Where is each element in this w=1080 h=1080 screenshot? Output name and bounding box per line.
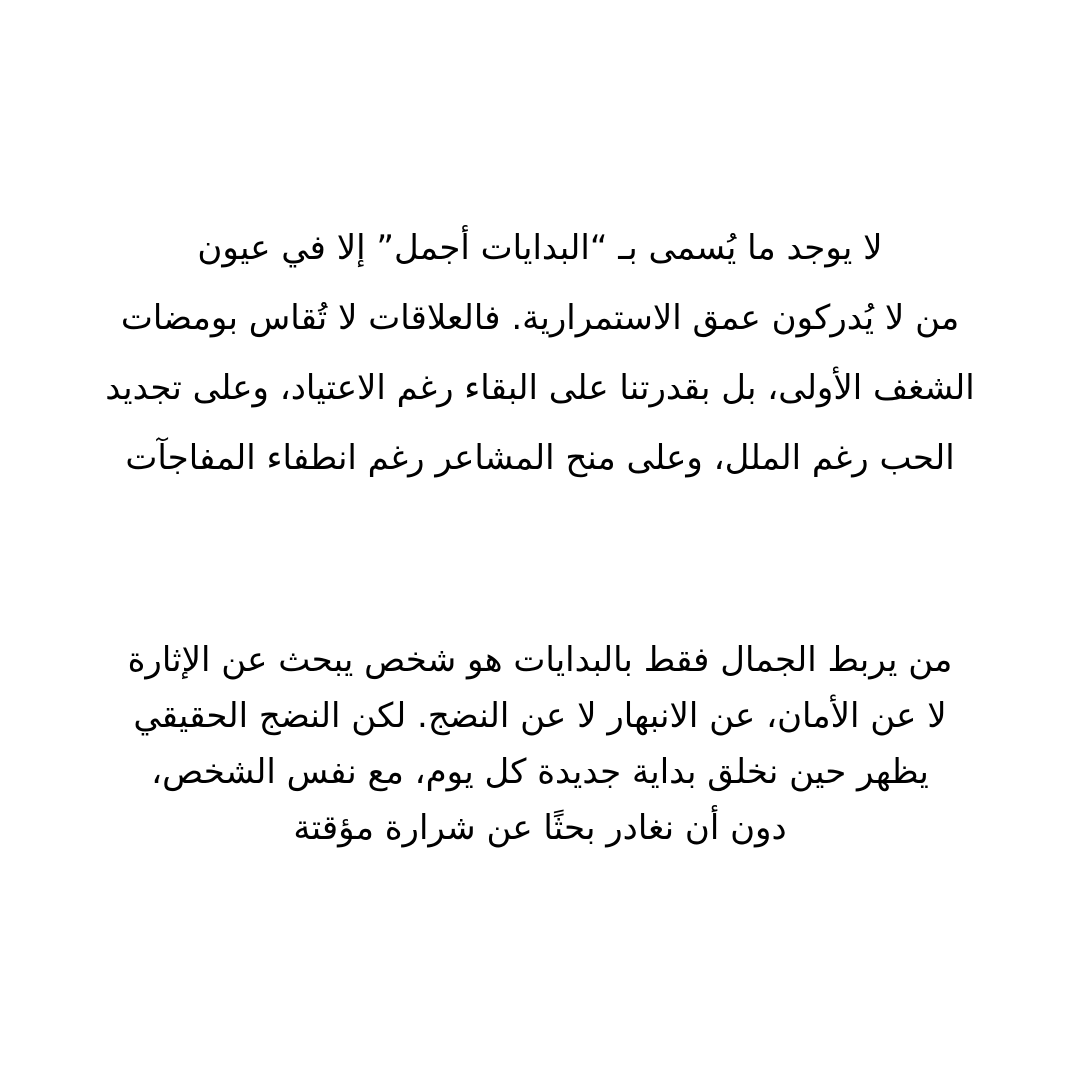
paragraph-line: لا يوجد ما يُسمى بـ “البدايات أجمل” إلا في عيون bbox=[197, 228, 883, 268]
paragraph-line: من يربط الجمال فقط بالبدايات هو شخص يبحث عن الإثارة bbox=[127, 640, 953, 680]
paragraph-2 bbox=[90, 638, 990, 862]
paragraph-line: الحب رغم الملل، وعلى منح المشاعر رغم انطفاء المفاجآت bbox=[125, 438, 955, 478]
paragraph-1 bbox=[90, 222, 990, 502]
paragraph-line: من لا يُدركون عمق الاستمرارية. فالعلاقات لا تُقاس بومضات bbox=[120, 298, 960, 338]
paragraph-line: يظهر حين نخلق بداية جديدة كل يوم، مع نفس الشخص، bbox=[151, 752, 929, 792]
paragraph-line: دون أن نغادر بحثًا عن شرارة مؤقتة bbox=[293, 808, 787, 848]
paragraph-line: لا عن الأمان، عن الانبهار لا عن النضج. لكن النضج الحقيقي bbox=[133, 696, 947, 736]
paragraph-line: الشغف الأولى، بل بقدرتنا على البقاء رغم الاعتياد، وعلى تجديد bbox=[105, 368, 975, 408]
